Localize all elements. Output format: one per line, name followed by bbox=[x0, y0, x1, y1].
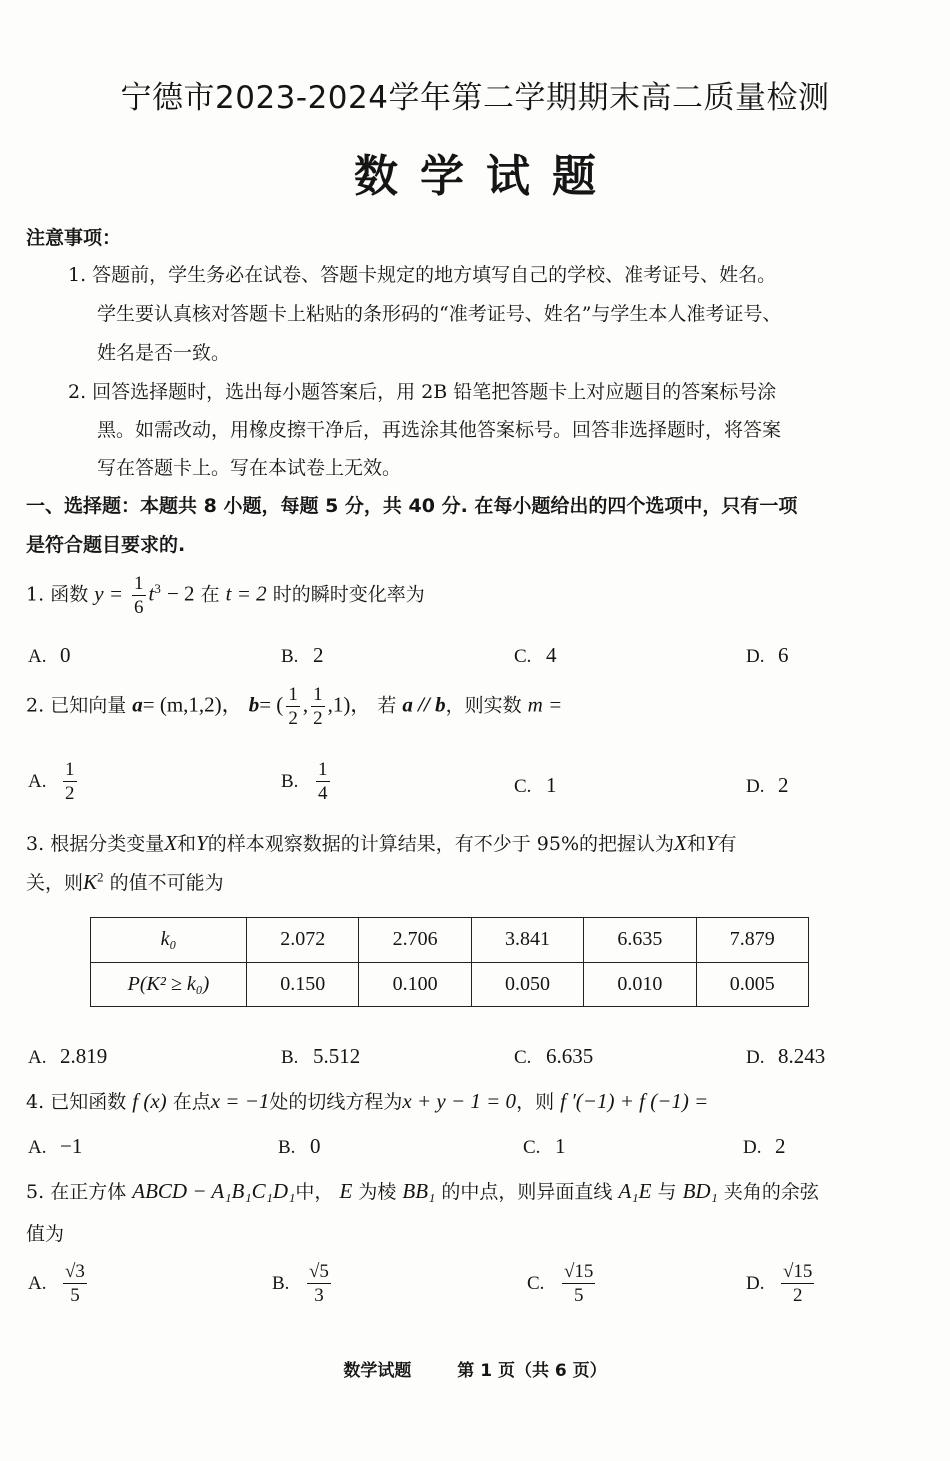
q2-option-a: A. $\frac{1}{2}$ bbox=[28, 759, 75, 804]
table-cell: 7.879 bbox=[696, 918, 808, 963]
table-row bbox=[91, 962, 809, 1007]
q2-number: 2. bbox=[26, 694, 45, 717]
q2-text-2: 若 bbox=[377, 694, 397, 717]
table-header-probability: P(K² ≥ k₀) bbox=[91, 962, 247, 1007]
q5-text-2: 中， bbox=[295, 1181, 334, 1203]
q5-option-b: B. $\frac{√5}{3}$ bbox=[272, 1261, 329, 1306]
question-1 bbox=[26, 574, 425, 617]
exam-title: 宁德市2023-2024学年第二学期期末高二质量检测 bbox=[120, 80, 830, 116]
notes-item1-line1: 1. 答题前，学生务必在试卷、答题卡规定的地方填写自己的学校、准考证号、姓名。 bbox=[68, 264, 777, 286]
q5-number: 5. bbox=[26, 1181, 45, 1203]
q4-text-1: 已知函数 bbox=[50, 1091, 127, 1113]
q2-eq-b2: ,1)， bbox=[327, 692, 372, 717]
q3-text-4: 和 bbox=[686, 833, 706, 855]
q5-option-c: C. $\frac{√15}{5}$ bbox=[527, 1261, 594, 1306]
q1-text-3: 时的瞬时变化率为 bbox=[272, 583, 425, 606]
q2-eq-b1: = ( bbox=[259, 692, 284, 717]
q3-var-y: Y bbox=[196, 831, 208, 855]
q3-number: 3. bbox=[26, 833, 45, 855]
q2-option-d: D. 2 bbox=[746, 773, 789, 797]
notes-item2-line2: 黑。如需改动，用橡皮擦干净后，再选涂其他答案标号。回答非选择题时，将答案 bbox=[97, 419, 782, 441]
q2-fraction-2: $\frac{1}{2}$ bbox=[313, 684, 323, 729]
q2-eq-m: m = bbox=[527, 692, 563, 717]
q3-var-y2: Y bbox=[705, 831, 718, 855]
q5-text-3: 为棱 bbox=[358, 1181, 397, 1203]
q1-fraction bbox=[132, 574, 146, 617]
q5-text-4: 的中点，则异面直线 bbox=[441, 1181, 613, 1203]
q4-expression: f ′(−1) + f (−1) = bbox=[560, 1089, 709, 1113]
q5-cube: ABCD − A₁B₁C₁D₁ bbox=[132, 1179, 296, 1203]
q4-point: x = −1 bbox=[210, 1089, 270, 1113]
q3-text-5: 有 bbox=[717, 833, 737, 855]
q4-option-d: D. 2 bbox=[743, 1134, 786, 1158]
q5-text-1: 在正方体 bbox=[50, 1181, 127, 1203]
q3-text-6: 关，则 bbox=[26, 872, 84, 894]
table-cell: 0.005 bbox=[696, 962, 808, 1007]
q5-option-d: D. $\frac{√15}{2}$ bbox=[746, 1261, 813, 1306]
table-cell: 2.072 bbox=[247, 918, 359, 963]
q1-option-d: D. 6 bbox=[746, 643, 789, 667]
q1-option-a: A. 0 bbox=[28, 643, 71, 667]
q1-number: 1. bbox=[26, 583, 45, 606]
notes-item2-line1: 2. 回答选择题时，选出每小题答案后，用 2B 铅笔把答题卡上对应题目的答案标号涂 bbox=[68, 381, 777, 403]
notes-item2-line3: 写在答题卡上。写在本试卷上无效。 bbox=[97, 457, 402, 479]
q5-option-a: A. $\frac{√3}{5}$ bbox=[28, 1261, 85, 1306]
q1-eq-minus2: − 2 bbox=[166, 581, 195, 606]
q4-tangent-eq: x + y − 1 = 0 bbox=[402, 1089, 517, 1113]
q3-text-3: 的样本观察数据的计算结果，有不少于 95%的把握认为 bbox=[207, 833, 675, 855]
table-header-k0: k₀ bbox=[91, 918, 247, 963]
table-cell: 0.050 bbox=[471, 962, 583, 1007]
q2-vector-b: b bbox=[248, 692, 260, 717]
question-2 bbox=[26, 685, 562, 728]
table-cell: 0.010 bbox=[584, 962, 696, 1007]
q5-point-e: E bbox=[339, 1179, 353, 1203]
notes-item1-line3: 姓名是否一致。 bbox=[97, 342, 231, 364]
q2-fraction-1: $\frac{1}{2}$ bbox=[288, 684, 298, 729]
q2-parallel: a // b bbox=[402, 692, 446, 717]
q1-eq-t: t bbox=[148, 581, 155, 606]
q3-var-k: K bbox=[83, 870, 98, 894]
section1-line1: 一、选择题：本题共 8 小题，每题 5 分，共 40 分. 在每小题给出的四个选项中，只有一项 bbox=[26, 495, 798, 517]
q4-text-2: 在点 bbox=[172, 1091, 211, 1113]
q1-option-b: B. 2 bbox=[281, 643, 324, 667]
q5-line-1: A₁E bbox=[618, 1179, 652, 1203]
q3-var-x: X bbox=[164, 831, 178, 855]
q1-eq-y: y = bbox=[94, 581, 123, 606]
q3-k-exponent: 2 bbox=[97, 869, 104, 885]
q5-text-5: 与 bbox=[657, 1181, 677, 1203]
q1-frac-den: 6 bbox=[134, 597, 144, 618]
q3-var-x2: X bbox=[674, 831, 687, 855]
q4-number: 4. bbox=[26, 1091, 45, 1113]
q2-comma: , bbox=[302, 692, 309, 717]
q1-option-c: C. 4 bbox=[514, 643, 557, 667]
question-3-line1 bbox=[26, 829, 737, 856]
q4-option-a: A. −1 bbox=[28, 1134, 83, 1158]
q2-text-3: ，则实数 bbox=[445, 694, 522, 717]
page-footer bbox=[0, 1356, 950, 1381]
q3-option-b: B. 5.512 bbox=[281, 1044, 361, 1068]
q4-option-b: B. 0 bbox=[278, 1134, 321, 1158]
q4-function: f (x) bbox=[132, 1089, 167, 1113]
q3-option-c: C. 6.635 bbox=[514, 1044, 594, 1068]
footer-page-number: 第 1 页（共 6 页） bbox=[457, 1361, 607, 1381]
table-row bbox=[91, 918, 809, 963]
q2-vector-a: a bbox=[132, 692, 143, 717]
q4-text-3: 处的切线方程为 bbox=[269, 1091, 403, 1113]
q5-text-7: 值为 bbox=[26, 1223, 65, 1245]
q2-option-c: C. 1 bbox=[514, 773, 557, 797]
q2-text-1: 已知向量 bbox=[50, 694, 127, 717]
question-3-line2 bbox=[26, 868, 224, 895]
q3-text-7: 的值不可能为 bbox=[109, 872, 224, 894]
table-cell: 0.100 bbox=[359, 962, 471, 1007]
q1-text-1: 函数 bbox=[50, 583, 89, 606]
subject-title: 数学试题 bbox=[354, 151, 618, 202]
q2-eq-a: = (m,1,2)， bbox=[142, 692, 243, 717]
table-cell: 0.150 bbox=[247, 962, 359, 1007]
q3-option-a: A. 2.819 bbox=[28, 1044, 108, 1068]
notes-heading: 注意事项： bbox=[26, 227, 122, 249]
q1-exponent: 3 bbox=[154, 581, 161, 597]
q3-text-2: 和 bbox=[177, 833, 197, 855]
q4-option-c: C. 1 bbox=[523, 1134, 566, 1158]
q1-eq-t2: t = 2 bbox=[225, 581, 267, 606]
q3-option-d: D. 8.243 bbox=[746, 1044, 826, 1068]
q4-text-4: ，则 bbox=[516, 1091, 555, 1113]
q5-line-2: BD₁ bbox=[682, 1179, 718, 1203]
table-cell: 6.635 bbox=[584, 918, 696, 963]
q2-option-b: B. $\frac{1}{4}$ bbox=[281, 759, 328, 804]
q5-edge: BB₁ bbox=[402, 1179, 436, 1203]
question-4 bbox=[26, 1087, 708, 1114]
table-cell: 2.706 bbox=[359, 918, 471, 963]
notes-item1-line2: 学生要认真核对答题卡上粘贴的条形码的“准考证号、姓名”与学生本人准考证号、 bbox=[97, 303, 782, 325]
footer-subject: 数学试题 bbox=[343, 1361, 412, 1381]
section1-line2: 是符合题目要求的. bbox=[26, 534, 186, 556]
question-5-line1 bbox=[26, 1177, 819, 1204]
q3-text-1: 根据分类变量 bbox=[50, 833, 165, 855]
critical-value-table bbox=[90, 917, 809, 1007]
q1-frac-num: 1 bbox=[134, 573, 144, 594]
q1-text-2: 在 bbox=[200, 583, 220, 606]
table-cell: 3.841 bbox=[471, 918, 583, 963]
q5-text-6: 夹角的余弦 bbox=[723, 1181, 819, 1203]
